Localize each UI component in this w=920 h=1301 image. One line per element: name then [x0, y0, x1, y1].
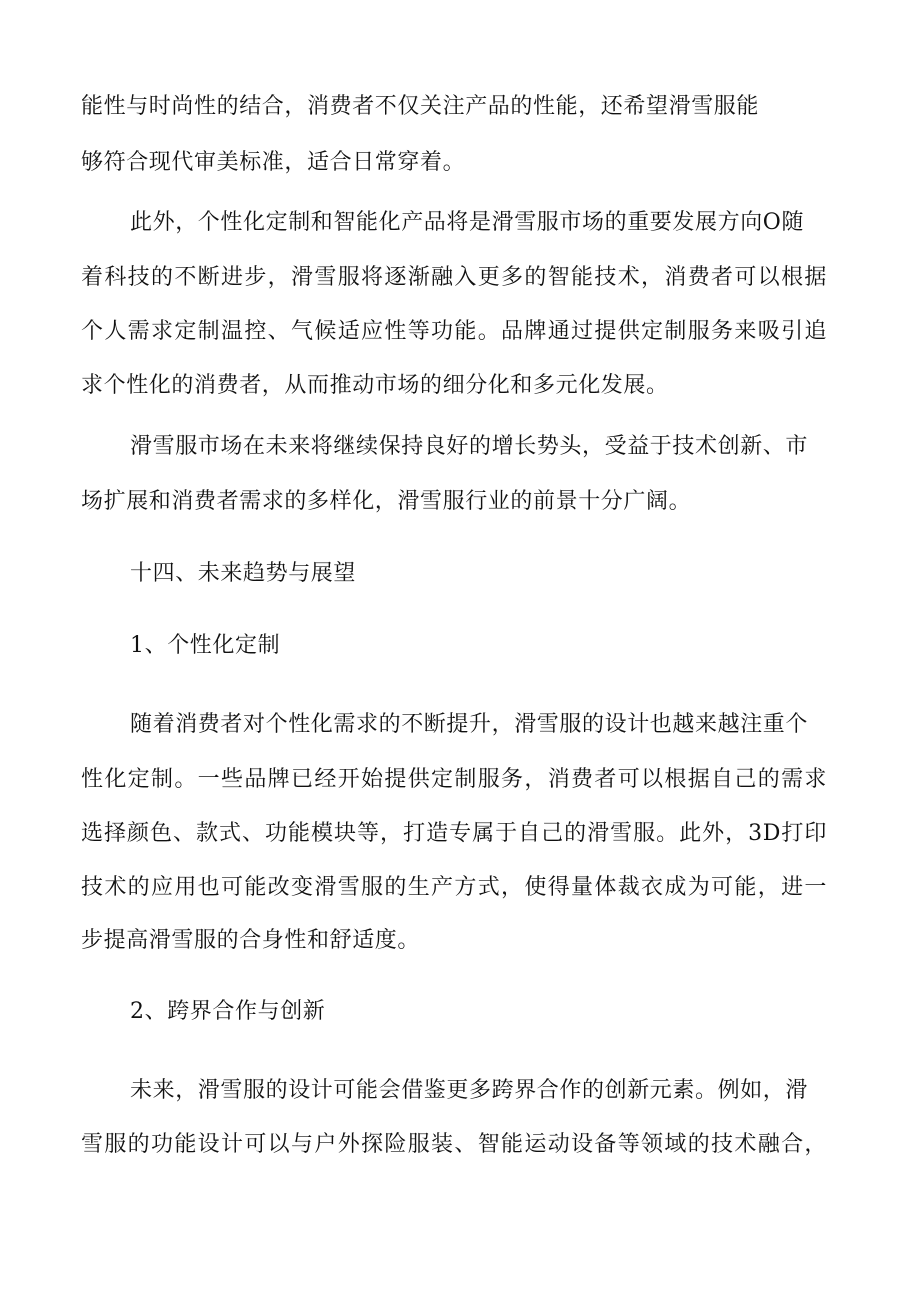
paragraph-line: 着科技的不断进步，滑雪服将逐渐融入更多的智能技术，消费者可以根据	[81, 265, 827, 290]
paragraph-line: 技术的应用也可能改变滑雪服的生产方式，使得量体裁衣成为可能，进一	[81, 875, 827, 900]
paragraph-line: 个人需求定制温控、气候适应性等功能。品牌通过提供定制服务来吸引追	[81, 319, 827, 344]
subsection-heading: 2、跨界合作与创新	[130, 999, 326, 1024]
paragraph-line: 步提高滑雪服的合身性和舒适度。	[81, 928, 421, 953]
paragraph-line: 能性与时尚性的结合，消费者不仅关注产品的性能，还希望滑雪服能	[81, 94, 760, 119]
paragraph-line: 未来，滑雪服的设计可能会借鉴更多跨界合作的创新元素。例如，滑	[130, 1078, 809, 1103]
paragraph-line: 性化定制。一些品牌已经开始提供定制服务，消费者可以根据自己的需求	[81, 767, 827, 792]
paragraph-line: 随着消费者对个性化需求的不断提升，滑雪服的设计也越来越注重个	[130, 712, 809, 737]
subsection-heading: 1、个性化定制	[130, 633, 281, 658]
paragraph-line: 雪服的功能设计可以与户外探险服装、智能运动设备等领域的技术融合，	[81, 1132, 827, 1157]
paragraph-line: 此外，个性化定制和智能化产品将是滑雪服市场的重要发展方向O随	[130, 210, 805, 235]
paragraph-line: 场扩展和消费者需求的多样化，滑雪服行业的前景十分广阔。	[81, 489, 692, 514]
paragraph-line: 求个性化的消费者，从而推动市场的细分化和多元化发展。	[81, 373, 669, 398]
paragraph-line: 滑雪服市场在未来将继续保持良好的增长势头，受益于技术创新、市	[130, 434, 809, 459]
paragraph-line: 够符合现代审美标准，适合日常穿着。	[81, 150, 466, 175]
paragraph-line: 选择颜色、款式、功能模块等，打造专属于自己的滑雪服。此外，3D打印	[81, 821, 827, 846]
section-heading: 十四、未来趋势与展望	[130, 561, 357, 586]
